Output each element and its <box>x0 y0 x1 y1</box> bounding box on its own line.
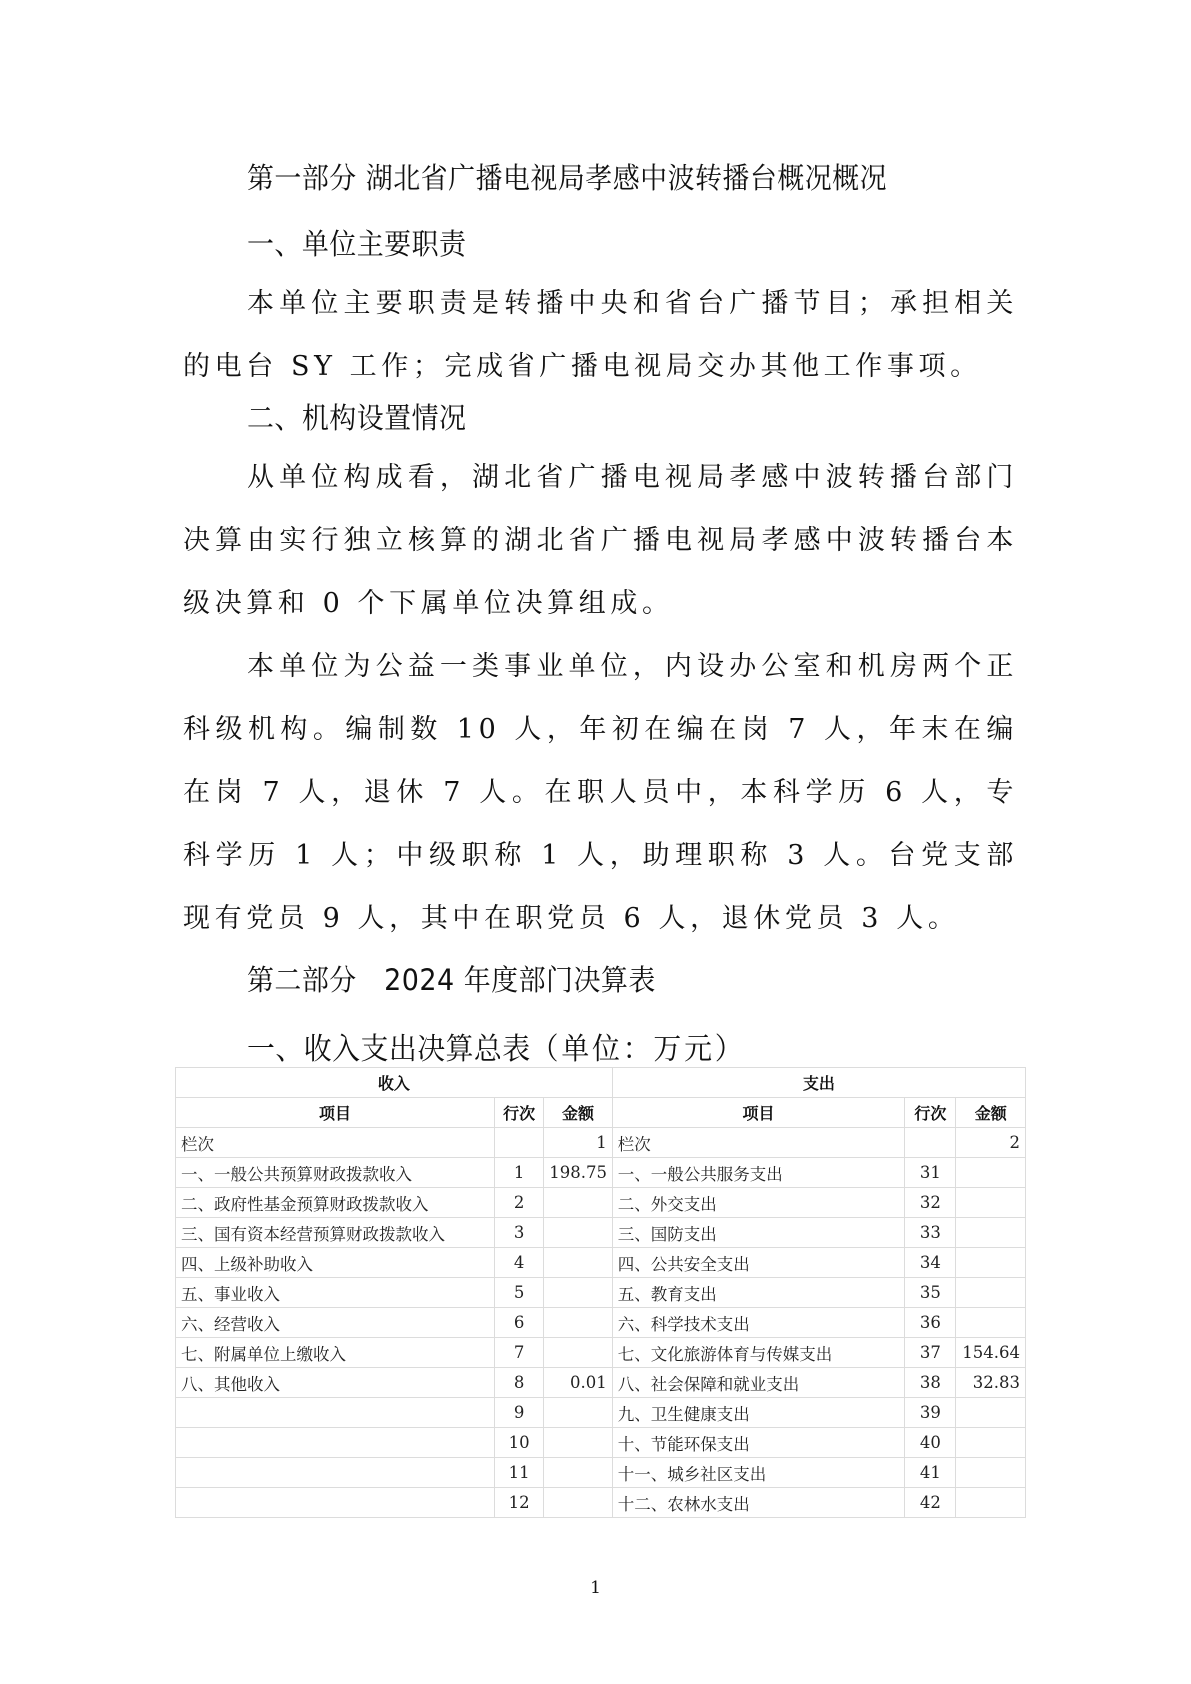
cell-ex-no: 36 <box>905 1308 956 1338</box>
income-col-item: 项目 <box>176 1098 495 1128</box>
cell-in-no: 8 <box>495 1368 544 1398</box>
cell-ex-no: 32 <box>905 1188 956 1218</box>
cell-in-amt <box>544 1428 613 1458</box>
table-row <box>176 1488 1026 1518</box>
cell-ex-no: 38 <box>905 1368 956 1398</box>
cell-in-no <box>495 1128 544 1158</box>
table-heading-text: 一、收入支出决算总表 <box>247 1032 531 1067</box>
cell-ex-amt <box>956 1308 1026 1338</box>
cell-ex-amt <box>956 1398 1026 1428</box>
expense-col-amount: 金额 <box>956 1098 1026 1128</box>
cell-in-no: 6 <box>495 1308 544 1338</box>
cell-ex-item: 三、国防支出 <box>612 1218 905 1248</box>
cell-ex-amt <box>956 1458 1026 1488</box>
cell-in-item: 七、附属单位上缴收入 <box>176 1338 495 1368</box>
cell-ex-amt <box>956 1158 1026 1188</box>
cell-ex-item: 八、社会保障和就业支出 <box>612 1368 905 1398</box>
section1-paragraph: 本单位主要职责是转播中央和省台广播节目；承担相关的电台 SY 工作；完成省广播电视局交办其他工作事项。 <box>183 288 1018 382</box>
table-row <box>176 1158 1026 1188</box>
income-expense-table <box>175 1067 1026 1518</box>
expense-col-item: 项目 <box>612 1098 905 1128</box>
cell-in-amt: 1 <box>544 1128 613 1158</box>
cell-ex-item: 四、公共安全支出 <box>612 1248 905 1278</box>
cell-in-no: 12 <box>495 1488 544 1518</box>
cell-ex-no: 33 <box>905 1218 956 1248</box>
table-unit: （单位：万元） <box>530 1032 746 1067</box>
cell-in-no: 4 <box>495 1248 544 1278</box>
cell-ex-no: 39 <box>905 1398 956 1428</box>
cell-ex-item: 一、一般公共服务支出 <box>612 1158 905 1188</box>
income-col-row: 行次 <box>495 1098 544 1128</box>
cell-in-no: 10 <box>495 1428 544 1458</box>
cell-ex-item: 九、卫生健康支出 <box>612 1398 905 1428</box>
cell-ex-amt: 32.83 <box>956 1368 1026 1398</box>
cell-ex-no: 42 <box>905 1488 956 1518</box>
cell-ex-amt <box>956 1248 1026 1278</box>
cell-in-item <box>176 1428 495 1458</box>
section1-heading: 一、单位主要职责 <box>247 227 467 261</box>
cell-in-item: 一、一般公共预算财政拨款收入 <box>176 1158 495 1188</box>
cell-in-no: 3 <box>495 1218 544 1248</box>
cell-ex-amt <box>956 1218 1026 1248</box>
cell-in-amt: 198.75 <box>544 1158 613 1188</box>
cell-in-item: 六、经营收入 <box>176 1308 495 1338</box>
cell-ex-item: 七、文化旅游体育与传媒支出 <box>612 1338 905 1368</box>
cell-in-item: 三、国有资本经营预算财政拨款收入 <box>176 1218 495 1248</box>
table-heading <box>247 1024 1024 1068</box>
cell-in-no: 7 <box>495 1338 544 1368</box>
cell-in-item <box>176 1398 495 1428</box>
cell-ex-item: 十二、农林水支出 <box>612 1488 905 1518</box>
table-row <box>176 1248 1026 1278</box>
page-number: 1 <box>590 1578 601 1598</box>
cell-in-amt <box>544 1308 613 1338</box>
cell-ex-amt <box>956 1428 1026 1458</box>
cell-in-amt <box>544 1278 613 1308</box>
table-body <box>176 1128 1026 1518</box>
table-row <box>176 1218 1026 1248</box>
cell-ex-amt <box>956 1488 1026 1518</box>
cell-ex-no <box>905 1128 956 1158</box>
cell-in-item: 二、政府性基金预算财政拨款收入 <box>176 1188 495 1218</box>
cell-in-amt <box>544 1458 613 1488</box>
cell-ex-no: 41 <box>905 1458 956 1488</box>
cell-ex-item: 六、科学技术支出 <box>612 1308 905 1338</box>
cell-in-amt <box>544 1218 613 1248</box>
cell-ex-item: 五、教育支出 <box>612 1278 905 1308</box>
cell-in-no: 1 <box>495 1158 544 1188</box>
cell-ex-amt: 2 <box>956 1128 1026 1158</box>
section2-heading: 二、机构设置情况 <box>247 401 467 435</box>
cell-in-item <box>176 1458 495 1488</box>
table-column-header-row <box>176 1098 1026 1128</box>
part1-title: 第一部分 湖北省广播电视局孝感中波转播台概况概况 <box>247 161 888 195</box>
cell-in-amt: 0.01 <box>544 1368 613 1398</box>
cell-ex-item: 十一、城乡社区支出 <box>612 1458 905 1488</box>
cell-ex-amt <box>956 1188 1026 1218</box>
table-row <box>176 1428 1026 1458</box>
cell-in-no: 11 <box>495 1458 544 1488</box>
cell-in-amt <box>544 1188 613 1218</box>
cell-ex-amt <box>956 1278 1026 1308</box>
part2-title: 第二部分 2024 年度部门决算表 <box>247 963 656 997</box>
expense-group-header: 支出 <box>612 1068 1025 1098</box>
section2-paragraph-composition: 从单位构成看，湖北省广播电视局孝感中波转播台部门决算由实行独立核算的湖北省广播电视局孝感中波转播台本级决算和 0 个下属单位决算组成。 <box>183 462 1018 619</box>
table-row <box>176 1308 1026 1338</box>
cell-in-item: 五、事业收入 <box>176 1278 495 1308</box>
cell-in-no: 2 <box>495 1188 544 1218</box>
cell-ex-no: 35 <box>905 1278 956 1308</box>
table-row <box>176 1188 1026 1218</box>
cell-ex-no: 37 <box>905 1338 956 1368</box>
cell-in-item: 栏次 <box>176 1128 495 1158</box>
expense-col-row: 行次 <box>905 1098 956 1128</box>
income-group-header: 收入 <box>176 1068 613 1098</box>
cell-in-no: 5 <box>495 1278 544 1308</box>
cell-ex-amt: 154.64 <box>956 1338 1026 1368</box>
table-row <box>176 1368 1026 1398</box>
cell-in-item <box>176 1488 495 1518</box>
table-row <box>176 1338 1026 1368</box>
income-col-amount: 金额 <box>544 1098 613 1128</box>
cell-ex-no: 40 <box>905 1428 956 1458</box>
cell-in-no: 9 <box>495 1398 544 1428</box>
cell-in-amt <box>544 1488 613 1518</box>
cell-ex-item: 十、节能环保支出 <box>612 1428 905 1458</box>
cell-in-item: 八、其他收入 <box>176 1368 495 1398</box>
table-row <box>176 1278 1026 1308</box>
table-group-header-row <box>176 1068 1026 1098</box>
cell-in-amt <box>544 1398 613 1428</box>
table-row <box>176 1398 1026 1428</box>
cell-in-item: 四、上级补助收入 <box>176 1248 495 1278</box>
table-row <box>176 1128 1026 1158</box>
cell-ex-item: 二、外交支出 <box>612 1188 905 1218</box>
cell-ex-no: 31 <box>905 1158 956 1188</box>
cell-ex-no: 34 <box>905 1248 956 1278</box>
section2-paragraph-staffing: 本单位为公益一类事业单位，内设办公室和机房两个正科级机构。编制数 10 人，年初在编在岗 7 人，年末在编在岗 7 人，退休 7 人。在职人员中，本科学历 6 人，专科学历 1 人；中级职称 1 人，助理职称 3 人。台党支部现有党员 9 人，其中在职党员 6 人，退休党员 3 人。 <box>183 651 1018 934</box>
cell-in-amt <box>544 1338 613 1368</box>
table-row <box>176 1458 1026 1488</box>
cell-ex-item: 栏次 <box>612 1128 905 1158</box>
cell-in-amt <box>544 1248 613 1278</box>
